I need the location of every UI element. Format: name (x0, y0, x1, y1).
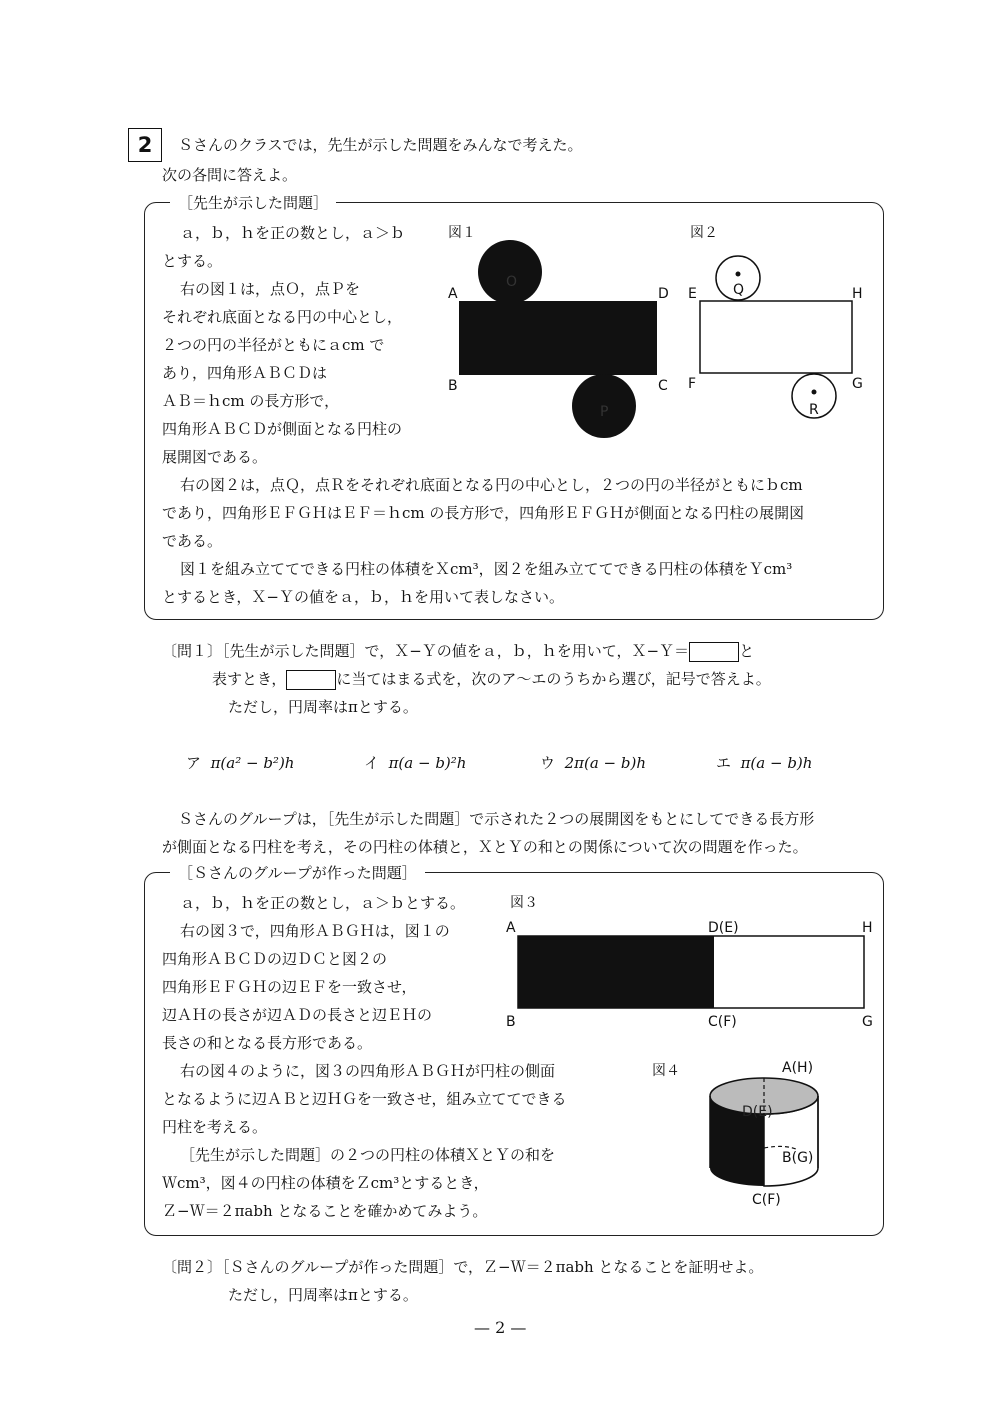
point-de3: D(E) (708, 920, 739, 936)
q1-line-2 (212, 668, 771, 690)
box1-left-line: それぞれ底面となる円の中心とし， (162, 308, 403, 326)
figure-3-label: 図３ (510, 895, 538, 911)
box1-left-line: 右の図１は，点Ｏ，点Ｐを (180, 280, 361, 298)
point-e: E (688, 286, 697, 302)
box1-left-line: 四角形ＡＢＣＤが側面となる円柱の (162, 420, 403, 438)
intro-line-2: 次の各問に答えよ。 (162, 166, 298, 184)
q2-label: 〔問２〕 (162, 1258, 223, 1276)
point-g3: G (862, 1014, 873, 1030)
point-r: R (809, 402, 819, 418)
point-d: D (658, 286, 669, 302)
point-a3: A (506, 920, 516, 936)
q1-text-c: 表すとき， (212, 670, 287, 688)
choice-i[interactable]: イ π(a − b)²h (364, 754, 467, 772)
box1-left-line: ＡＢ＝ｈcm の長方形で， (162, 392, 340, 410)
q2-text: ［Ｓさんのグループが作った問題］で，Ｚ−Ｗ＝２πabh となることを証明せよ。 (222, 1258, 764, 1276)
figure-1-net (440, 236, 680, 450)
rect-efgh (700, 301, 852, 373)
point-o: O (506, 274, 518, 290)
figure-2-label: 図２ (690, 225, 718, 241)
point-g: G (852, 376, 863, 392)
figure-2-net (684, 246, 874, 426)
figure-4-cylinder (690, 1058, 850, 1214)
box1-full-line: 図１を組み立ててできる円柱の体積をＸcm³，図２を組み立ててできる円柱の体積をＹcm³ (180, 560, 793, 578)
box2-left-line: ａ，ｂ，ｈを正の数とし，ａ＞ｂとする。 (180, 894, 466, 912)
box2-left-line: 右の図４のように，図３の四角形ＡＢＧＨが円柱の側面 (180, 1062, 556, 1080)
q1-text-a: ［先生が示した問題］で，Ｘ−Ｙの値をａ，ｂ，ｈを用いて，Ｘ−Ｙ＝ (222, 642, 690, 660)
q2-line-2: ただし，円周率はπとする。 (228, 1286, 418, 1304)
box1-left-line: ２つの円の半径がともにａcm で (162, 336, 385, 354)
middle-line-2: が側面となる円柱を考え，その円柱の体積と，ＸとＹの和との関係について次の問題を作った。 (162, 838, 808, 856)
box2-left-line: 右の図３で，四角形ＡＢＧＨは，図１の (180, 922, 450, 940)
q2-line-1 (162, 1256, 763, 1277)
box1-full-line: とするとき，Ｘ−Ｙの値をａ，ｂ，ｈを用いて表しなさい。 (162, 588, 564, 606)
q1-answer-blank[interactable] (689, 642, 739, 662)
box2-left-line: 四角形ＡＢＣＤの辺ＤＣと図２の (162, 950, 388, 968)
q1-label: 〔問１〕 (162, 642, 223, 660)
point-b: B (448, 378, 458, 394)
box1-left-line: 展開図である。 (162, 448, 268, 466)
point-cf3: C(F) (708, 1014, 737, 1030)
point-h: H (852, 286, 863, 302)
figure-1-label: 図１ (448, 225, 476, 241)
point-bg4: B(G) (782, 1150, 814, 1166)
box2-left-line: となるように辺ＡＢと辺ＨＧを一致させ，組み立ててできる (162, 1090, 567, 1108)
box1-left-line: ａ，ｂ，ｈを正の数とし，ａ＞ｂ (180, 224, 406, 242)
box2-left-line: 四角形ＥＦＧＨの辺ＥＦを一致させ， (162, 978, 417, 996)
box1-full-line: 右の図２は，点Ｑ，点Ｒをそれぞれ底面となる円の中心とし，２つの円の半径がともにｂcm (180, 476, 803, 494)
circle-o (478, 240, 542, 304)
box1-left-line: とする。 (162, 252, 223, 270)
teacher-problem-title: ［先生が示した問題］ (170, 192, 336, 213)
point-q: Q (733, 282, 745, 298)
box2-left-line: Ｗcm³，図４の円柱の体積をＺcm³とするとき， (162, 1174, 489, 1192)
point-ah4: A(H) (782, 1060, 814, 1076)
figure-3-rectangle (500, 916, 890, 1034)
point-cf4: C(F) (752, 1192, 781, 1208)
box2-left-line: Ｚ−Ｗ＝２πabh となることを確かめてみよう。 (162, 1202, 488, 1220)
point-f: F (688, 376, 697, 392)
rect-abcd-part (518, 936, 714, 1008)
problem-number: 2 (128, 128, 162, 162)
box1-full-line: である。 (162, 532, 223, 550)
point-h3: H (862, 920, 873, 936)
intro-line-1: Ｓさんのクラスでは，先生が示した問題をみんなで考えた。 (178, 136, 583, 154)
choice-u[interactable]: ウ 2π(a − b)h (540, 754, 646, 772)
box2-left-line: 長さの和となる長方形である。 (162, 1034, 373, 1052)
box2-left-line: ［先生が示した問題］の２つの円柱の体積ＸとＹの和を (180, 1146, 556, 1164)
point-p: P (600, 404, 609, 420)
figure-4-label: 図４ (652, 1063, 680, 1079)
q1-text-b: と (739, 642, 755, 660)
q1-blank-ref (286, 670, 336, 690)
q1-text-d: に当てはまる式を，次のア〜エのうちから選び，記号で答えよ。 (336, 670, 771, 688)
choice-a[interactable]: ア π(a² − b²)h (186, 754, 295, 772)
q1-line-1 (162, 640, 754, 662)
box1-full-line: であり，四角形ＥＦＧＨはＥＦ＝ｈcm の長方形で，四角形ＥＦＧＨが側面となる円柱の展開図 (162, 504, 805, 522)
choice-e[interactable]: エ π(a − b)h (716, 754, 813, 772)
point-c: C (658, 378, 668, 394)
point-de4: D(E) (742, 1104, 773, 1120)
box1-left-line: あり，四角形ＡＢＣＤは (162, 364, 328, 382)
page-number: — 2 — (474, 1318, 527, 1337)
middle-line-1: Ｓさんのグループは，［先生が示した問題］で示された２つの展開図をもとにしてできる長方形 (178, 810, 815, 828)
q1-line-3: ただし，円周率はπとする。 (228, 698, 418, 716)
rect-abcd (460, 302, 656, 374)
point-a: A (448, 286, 458, 302)
group-problem-title: ［Ｓさんのグループが作った問題］ (170, 862, 425, 883)
box2-left-line: 辺ＡＨの長さが辺ＡＤの長さと辺ＥＨの (162, 1006, 433, 1024)
box2-left-line: 円柱を考える。 (162, 1118, 268, 1136)
point-b3: B (506, 1014, 516, 1030)
